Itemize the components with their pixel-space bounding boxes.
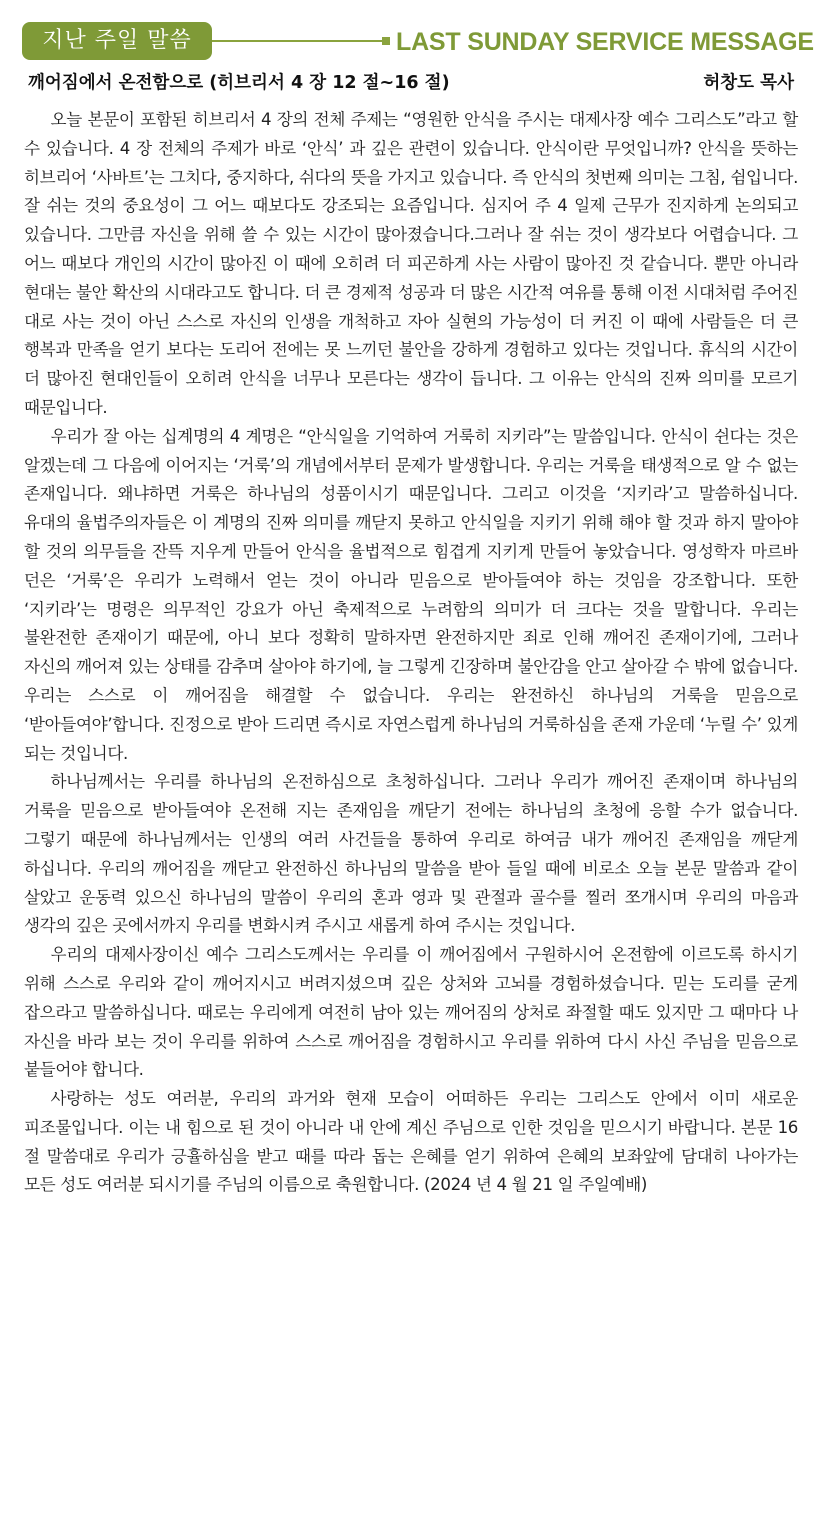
sermon-author: 허창도 목사 [703,73,794,93]
sermon-paragraph-2: 우리가 잘 아는 십계명의 4 계명은 “안식일을 기억하여 거룩히 지키라”는 말씀입니다. 안식이 쉰다는 것은 알겠는데 그 다음에 이어지는 ‘거룩’의 개념에서부터 문제가 발생합니다. 우리는 거룩을 태생적으로 알 수 없는 존재입니다. 왜냐하면 거룩은 하나님의 성품이시기 때문입니다. 그리고 이것을 ‘지키라’고 말씀하십니다. 유대의 율법주의자들은 이 계명의 진짜 의미를 깨닫지 못하고 안식일을 지키기 위해 해야 할 것과 하지 말아야 할 것의 의무들을 잔뜩 지우게 만들어 안식을 율법적으로 힘겹게 지키게 만들어 놓았습니다. 영성학자 마르바 던은 ‘거룩’은 우리가 노력해서 얻는 것이 아니라 믿음으로 받아들여야 하는 것임을 강조합니다. 또한 ‘지키라’는 명령은 의무적인 강요가 아닌 축제적으로 누려함의 의미가 더 크다는 것을 말합니다. 우리는 불완전한 존재이기 때문에, 아니 보다 정확히 말하자면 완전하지만 죄로 인해 깨어진 존재이기에, 그러나 자신의 깨어져 있는 상태를 감추며 살아야 하기에, 늘 그렇게 긴장하며 불안감을 안고 살아갈 수 밖에 없습니다. 우리는 스스로 이 깨어짐을 해결할 수 없습니다. 우리는 완전하신 하나님의 거룩을 믿음으로 ‘받아들여야’합니다. 진정으로 받아 드리면 즉시로 자연스럽게 하나님의 거룩하심을 존재 가운데 ‘누릴 수’ 있게 되는 것입니다. [24,426,798,763]
header-rule-square [382,37,390,45]
section-label-english: LAST SUNDAY SERVICE MESSAGE [396,28,814,56]
page-header [0,0,822,66]
sermon-paragraph-4: 우리의 대제사장이신 예수 그리스도께서는 우리를 이 깨어짐에서 구원하시어 온전함에 이르도록 하시기 위해 스스로 우리와 같이 깨어지시고 버려지셨으며 깊은 상처와 고뇌를 경험하셨습니다. 믿는 도리를 굳게 잡으라고 말씀하십니다. 때로는 우리에게 여전히 남아 있는 깨어짐의 상처로 좌절할 때도 있지만 그 때마다 나 자신을 바라 보는 것이 우리를 위하여 스스로 깨어짐을 경험하시고 우리를 위하여 다시 사신 주님을 믿음으로 붙들어야 합니다. [24,945,798,1080]
sermon-title: 깨어짐에서 온전함으로 (히브리서 4 장 12 절~16 절) [28,73,450,93]
sermon-body [24,106,798,1200]
section-label-korean: 지난 주일 말씀 [22,22,212,60]
sermon-paragraph-1: 오늘 본문이 포함된 히브리서 4 장의 전체 주제는 “영원한 안식을 주시는 대제사장 예수 그리스도”라고 할 수 있습니다. 4 장 전체의 주제가 바로 ‘안식’ 과 깊은 관련이 있습니다. 안식이란 무엇입니까? 안식을 뜻하는 히브리어 ‘사바트’는 그치다, 중지하다, 쉬다의 뜻을 가지고 있습니다. 즉 안식의 첫번째 의미는 그침, 쉼입니다. 잘 쉬는 것의 중요성이 그 어느 때보다도 강조되는 요즘입니다. 심지어 주 4 일제 근무가 진지하게 논의되고 있습니다. 그만큼 자신을 위해 쓸 수 있는 시간이 많아졌습니다.그러나 잘 쉬는 것이 생각보다 어렵습니다. 그 어느 때보다 개인의 시간이 많아진 이 때에 오히려 더 피곤하게 사는 사람이 많아진 것 같습니다. 뿐만 아니라 현대는 불안 확산의 시대라고도 합니다. 더 큰 경제적 성공과 더 많은 시간적 여유를 통해 이전 시대처럼 주어진 대로 사는 것이 아닌 스스로 자신의 인생을 개척하고 자아 실현의 가능성이 더 커진 이 때에 사람들은 더 큰 행복과 만족을 얻기 보다는 도리어 전에는 못 느끼던 불안을 강하게 경험하고 있다는 것입니다. 휴식의 시간이 더 많아진 현대인들이 오히려 안식을 너무나 모른다는 생각이 듭니다. 그 이유는 안식의 진짜 의미를 모르기 때문입니다. [24,110,798,417]
header-rule [212,40,382,42]
sermon-paragraph-5: 사랑하는 성도 여러분, 우리의 과거와 현재 모습이 어떠하든 우리는 그리스도 안에서 이미 새로운 피조물입니다. 이는 내 힘으로 된 것이 아니라 내 안에 계신 주님으로 인한 것임을 믿으시기 바랍니다. 본문 16 절 말씀대로 우리가 긍휼하심을 받고 때를 따라 돕는 은혜를 얻기 위하여 은혜의 보좌앞에 담대히 나아가는 모든 성도 여러분 되시기를 주님의 이름으로 축원합니다. (2024 년 4 월 21 일 주일예배) [24,1089,798,1195]
sermon-paragraph-3: 하나님께서는 우리를 하나님의 온전하심으로 초청하십니다. 그러나 우리가 깨어진 존재이며 하나님의 거룩을 믿음으로 받아들여야 온전해 지는 존재임을 깨닫기 전에는 하나님의 초청에 응할 수가 없습니다. 그렇기 때문에 하나님께서는 인생의 여러 사건들을 통하여 우리로 하여금 내가 깨어진 존재임을 깨닫게 하십니다. 우리의 깨어짐을 깨닫고 완전하신 하나님의 말씀을 받아 들일 때에 비로소 오늘 본문 말씀과 같이 살았고 운동력 있으신 하나님의 말씀이 우리의 혼과 영과 및 관절과 골수를 찔러 쪼개시며 우리의 마음과 생각의 깊은 곳에서까지 우리를 변화시켜 주시고 새롭게 하여 주시는 것입니다. [24,772,798,936]
sermon-heading [28,68,794,98]
